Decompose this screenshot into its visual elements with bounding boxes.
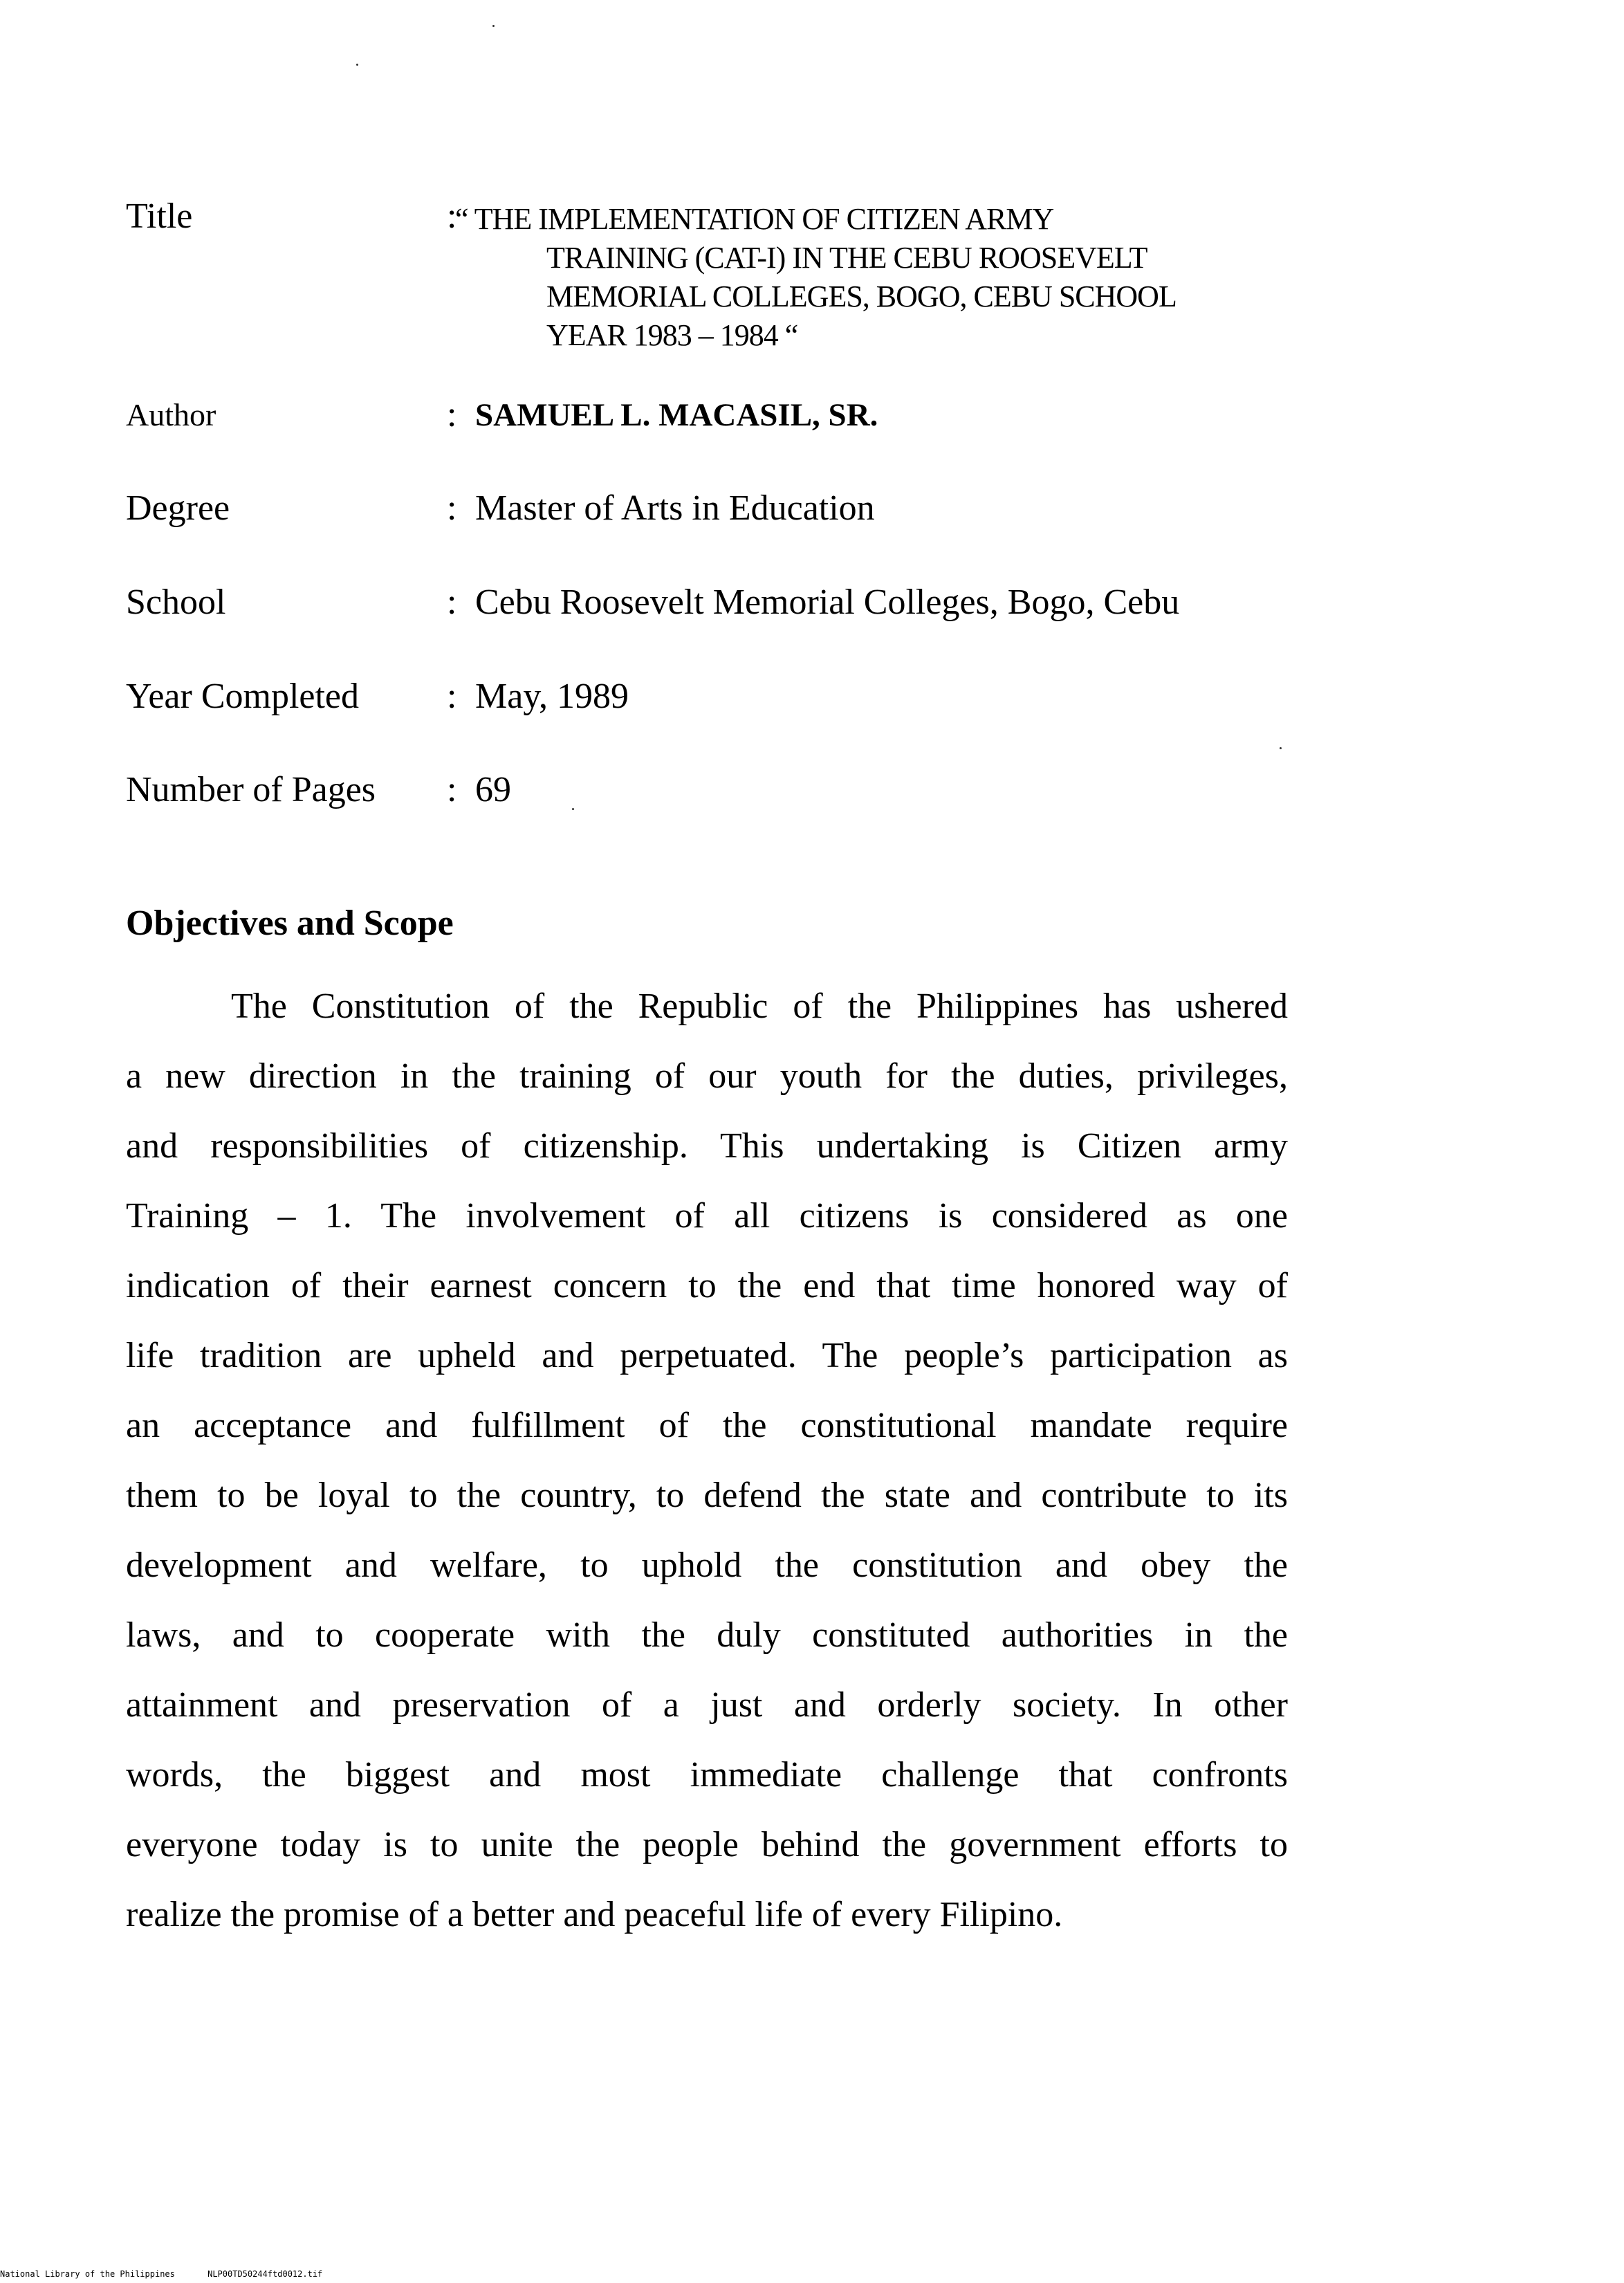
paragraph-line: life tradition are upheld and perpetuated. The people’s participation as	[126, 1336, 1288, 1375]
year-completed-value: May, 1989	[475, 677, 629, 716]
number-of-pages-value: 69	[475, 770, 511, 809]
school-value: Cebu Roosevelt Memorial Colleges, Bogo, Cebu	[475, 583, 1180, 622]
paragraph-line: them to be loyal to the country, to defend the state and contribute to its	[126, 1476, 1288, 1515]
scan-speck	[492, 25, 495, 27]
paragraph-line: everyone today is to unite the people behind the government efforts to	[126, 1825, 1288, 1864]
school-label: School	[126, 583, 226, 622]
scan-footer	[0, 2269, 322, 2279]
footer-file: NLP00TD50244ftd0012.tif	[207, 2269, 323, 2279]
number-of-pages-colon: :	[447, 770, 457, 809]
scan-speck	[1280, 747, 1282, 749]
author-label: Author	[126, 397, 216, 432]
degree-value: Master of Arts in Education	[475, 488, 875, 528]
thesis-title-line: MEMORIAL COLLEGES, BOGO, CEBU SCHOOL	[546, 279, 1177, 313]
author-colon: :	[447, 395, 457, 434]
paragraph-line: Training – 1. The involvement of all citizens is considered as one	[126, 1196, 1288, 1236]
degree-colon: :	[447, 488, 457, 528]
footer-library: National Library of the Philippines	[0, 2269, 175, 2279]
year-completed-label: Year Completed	[126, 677, 360, 716]
scan-speck	[572, 808, 574, 810]
paragraph-line: The Constitution of the Republic of the Philippines has ushered	[231, 987, 1288, 1026]
year-completed-colon: :	[447, 677, 457, 716]
thesis-title	[455, 200, 1368, 355]
title-colon: :	[447, 196, 457, 236]
paragraph-line: development and welfare, to uphold the constitution and obey the	[126, 1546, 1288, 1585]
title-label: Title	[126, 196, 193, 236]
thesis-title-line: TRAINING (CAT-I) IN THE CEBU ROOSEVELT	[546, 241, 1147, 275]
paragraph-line: attainment and preservation of a just and orderly society. In other	[126, 1685, 1288, 1725]
school-colon: :	[447, 583, 457, 622]
paragraph-line: and responsibilities of citizenship. This undertaking is Citizen army	[126, 1126, 1288, 1166]
paragraph-line: laws, and to cooperate with the duly constituted authorities in the	[126, 1615, 1288, 1655]
author-value: SAMUEL L. MACASIL, SR.	[475, 397, 878, 433]
paragraph-line: an acceptance and fulfillment of the constitutional mandate require	[126, 1406, 1288, 1445]
number-of-pages-label: Number of Pages	[126, 770, 376, 809]
paragraph-line: realize the promise of a better and peaceful life of every Filipino.	[126, 1895, 1063, 1934]
objectives-heading: Objectives and Scope	[126, 904, 454, 943]
degree-label: Degree	[126, 488, 230, 528]
paragraph-line: words, the biggest and most immediate challenge that confronts	[126, 1755, 1288, 1795]
thesis-title-line: YEAR 1983 – 1984 “	[546, 318, 798, 352]
scan-speck	[356, 64, 358, 66]
thesis-title-line: “ THE IMPLEMENTATION OF CITIZEN ARMY	[455, 202, 1054, 236]
paragraph-line: a new direction in the training of our youth for the duties, privileges,	[126, 1056, 1288, 1096]
objectives-paragraph	[126, 971, 1288, 1950]
paragraph-line: indication of their earnest concern to the end that time honored way of	[126, 1266, 1288, 1305]
